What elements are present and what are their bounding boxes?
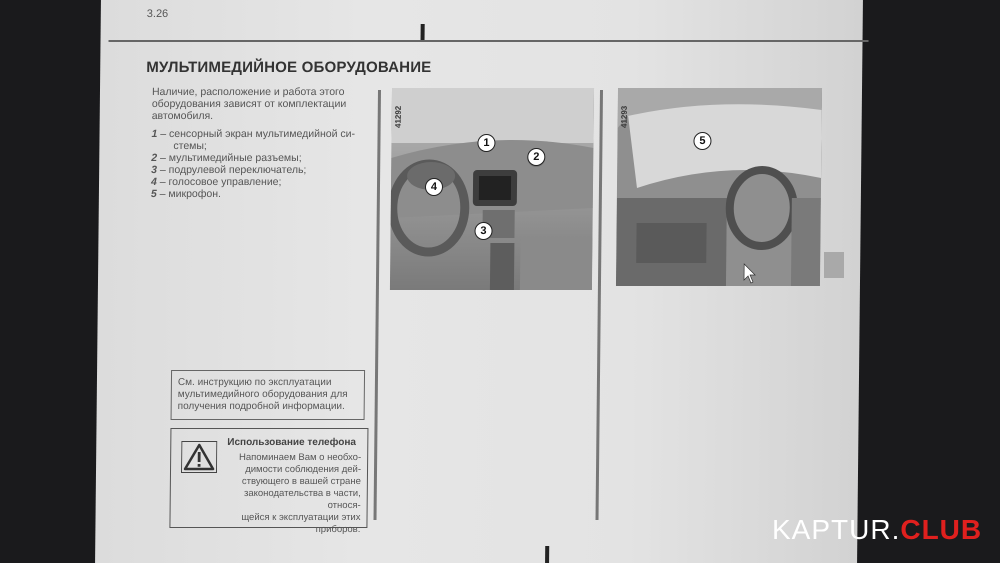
list-item: 1 – сенсорный экран мультимедийной си- стемы;: [151, 128, 356, 152]
warning-text: Напоминаем Вам о необхо- димости соблюдения дей- ствующего в вашей стране законодательства в части, относя- щейся к эксплуатации этих приборов.: [238, 452, 362, 535]
figure-code: 41293: [619, 105, 629, 128]
column-divider: [596, 90, 604, 520]
warning-title: Использование телефона: [227, 437, 357, 448]
manual-page: [95, 0, 863, 563]
dashboard-illustration: [390, 88, 594, 290]
header-rule: [109, 40, 869, 42]
callout-3: 3: [474, 222, 492, 240]
list-item: 4 – голосовое управление;: [150, 176, 282, 188]
note-box: См. инструкцию по эксплуатации мультимедийного оборудования для получения подробной информации.: [171, 370, 366, 420]
callout-4: 4: [425, 178, 443, 196]
page-number: 3.26: [146, 8, 169, 20]
section-title: МУЛЬТИМЕДИЙНОЕ ОБОРУДОВАНИЕ: [146, 59, 432, 76]
callout-1: 1: [477, 134, 495, 152]
crop-mark-bottom: [545, 546, 549, 563]
dashboard-photo: [390, 88, 594, 290]
site-watermark: KAPTUR.CLUB: [772, 514, 983, 545]
warning-triangle-icon: [181, 441, 217, 473]
interior-photo: [616, 88, 822, 286]
callout-2: 2: [527, 148, 545, 166]
warning-box: [169, 428, 368, 535]
list-item: 5 – микрофон.: [150, 188, 222, 200]
intro-paragraph: Наличие, расположение и работа этого оборудования зависят от комплектации автомобиля.: [151, 86, 347, 122]
interior-illustration: [616, 88, 822, 286]
page-edge-tab: [824, 252, 844, 278]
figure-code: 41292: [393, 105, 403, 128]
list-item: 2 – мультимедийные разъемы;: [151, 152, 302, 164]
item-list: [151, 128, 382, 200]
list-item: 3 – подрулевой переключатель;: [151, 164, 307, 176]
callout-5: 5: [693, 132, 711, 150]
